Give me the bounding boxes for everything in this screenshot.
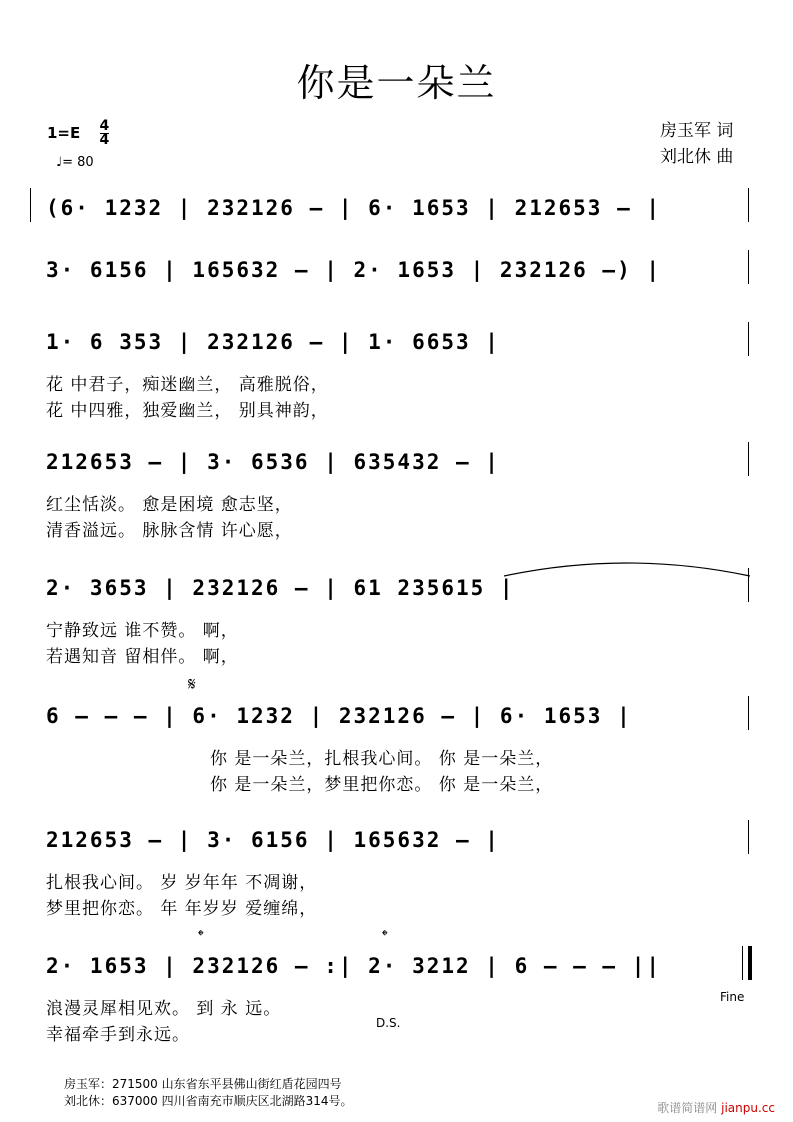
staff-system-8: [30, 926, 763, 1084]
tempo-marking: ♩= 80: [56, 155, 94, 170]
lyric-verse-1: 你 是一朵兰，扎根我心间。 你 是一朵兰，: [210, 749, 554, 769]
notation-line: (6· 1232 | 232126 – | 6· 1653 | 212653 – |: [46, 196, 662, 220]
barline: [748, 322, 749, 356]
barline: [748, 442, 749, 476]
watermark-url: jianpu.cc: [721, 1101, 775, 1115]
watermark-site: 歌谱简谱网: [657, 1101, 718, 1115]
key-signature: [47, 120, 109, 147]
notation-line: 212653 – | 3· 6536 | 635432 – |: [46, 450, 500, 474]
lyric-verse-1: 宁静致远 谁不赞。 啊，: [46, 621, 239, 641]
coda-sign: 𝄌: [382, 926, 388, 945]
lyric-verse-2: 梦里把你恋。 年 年岁岁 爱缠绵，: [46, 899, 318, 919]
barline: [748, 250, 749, 284]
time-signature: [100, 120, 110, 147]
lyric-verse-2: 若遇知音 留相伴。 啊，: [46, 647, 239, 667]
barline: [30, 188, 31, 222]
notation-line: 1· 6 353 | 232126 – | 1· 6653 |: [46, 330, 500, 354]
footer-address-2: 刘北休：637000 四川省南充市顺庆区北湖路314号。: [64, 1094, 353, 1108]
lyric-verse-2: 幸福牵手到永远。: [46, 1025, 190, 1045]
notation-line: 2· 1653 | 232126 – :| 2· 3212 | 6 – – – ||: [46, 954, 662, 978]
lyricist-credit: 房玉军 词: [660, 121, 734, 141]
lyric-verse-2: 花 中四雅，独爱幽兰， 别具神韵，: [46, 401, 329, 421]
barline: [748, 568, 749, 602]
barline: [748, 820, 749, 854]
barline: [748, 696, 749, 730]
staff-system-3: [30, 330, 763, 460]
segno-sign: 𝄋: [188, 674, 196, 695]
ds-marking: D.S.: [376, 1016, 401, 1030]
page-title: 你是一朵兰: [296, 61, 497, 105]
final-barline: [742, 946, 752, 980]
watermark: [657, 1099, 775, 1116]
lyric-verse-2: 你 是一朵兰，梦里把你恋。 你 是一朵兰，: [210, 775, 554, 795]
barline: [748, 188, 749, 222]
staff-system-6: [30, 674, 763, 834]
time-top: 4: [99, 118, 110, 134]
notation-line: 3· 6156 | 165632 – | 2· 1653 | 232126 –) |: [46, 258, 662, 282]
lyric-verse-2: 清香溢远。 脉脉含情 许心愿，: [46, 521, 293, 541]
lyric-verse-1: 扎根我心间。 岁 岁年年 不凋谢，: [46, 873, 318, 893]
notation-line: 6 – – – | 6· 1232 | 232126 – | 6· 1653 |: [46, 704, 632, 728]
key-label: 1=E: [47, 124, 81, 142]
staff-system-7: [30, 828, 763, 958]
tie-arc: [502, 558, 752, 578]
coda-sign: 𝄌: [198, 926, 204, 945]
staff-system-5: [30, 576, 763, 706]
footer-address-1: 房玉军：271500 山东省东平县佛山街红盾花园四号: [64, 1077, 342, 1091]
composer-credit: 刘北休 曲: [660, 147, 734, 167]
time-bottom: 4: [99, 132, 110, 148]
lyric-verse-1: 浪漫灵犀相见欢。 到 永 远。: [46, 999, 282, 1019]
notation-line: 2· 3653 | 232126 – | 61 235615 |: [46, 576, 515, 600]
notation-line: 212653 – | 3· 6156 | 165632 – |: [46, 828, 500, 852]
lyric-verse-1: 花 中君子，痴迷幽兰， 高雅脱俗，: [46, 375, 329, 395]
fine-marking: Fine: [720, 990, 745, 1004]
lyric-verse-1: 红尘恬淡。 愈是困境 愈志坚，: [46, 495, 293, 515]
